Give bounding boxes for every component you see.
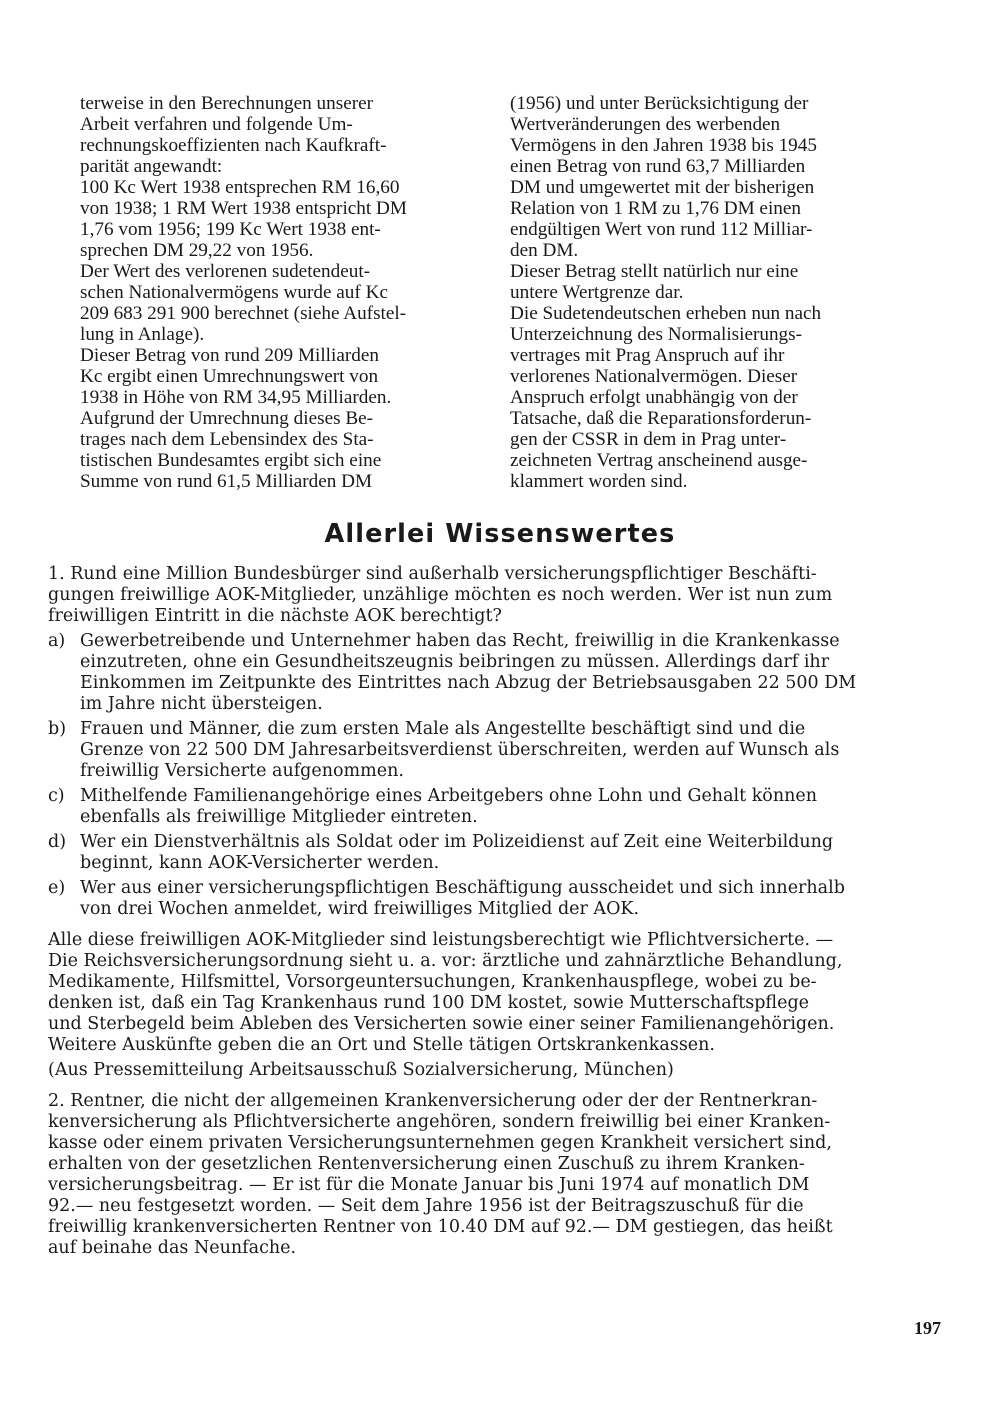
right-paragraph-1: (1956) und unter Berücksichtigung der Wertveränderungen des werbenden Vermögens in den Jahren 1938 bis 1945 einen Betrag von rund 63,7 Milliarden DM und umgewertet mit der bisherigen Relation von 1 RM zu 1,76 DM einen endgültigen Wert von rund 112 Milliar- den DM. <box>510 93 817 261</box>
list-item-b <box>48 719 948 782</box>
list-label: a) <box>48 631 66 651</box>
list-text: Gewerbetreibende und Unternehmer haben das Recht, freiwillig in die Krankenkasse einzutreten, ohne ein Gesundheitszeugnis beibringen zu müssen. Allerdings darf ihr Einkommen im Zeitpunkte des Eintrittes nach Abzug der Betriebsausgaben 22 500 DM im Jahre nicht übersteigen. <box>80 631 857 714</box>
list-label: b) <box>48 719 67 739</box>
list-text: Wer ein Dienstverhältnis als Soldat oder im Polizeidienst auf Zeit eine Weiterbildung beginnt, kann AOK-Versicherter werden. <box>80 832 834 873</box>
left-paragraph-4: Dieser Betrag von rund 209 Milliarden Kc ergibt einen Umrechnungswert von 1938 in Höhe von RM 34,95 Milliarden. Aufgrund der Umrechnung dieses Be- trages nach dem Lebensindex des Sta- tistischen Bundesamtes ergibt sich eine Summe von rund 61,5 Milliarden DM <box>80 345 392 492</box>
left-paragraph-2: 100 Kc Wert 1938 entsprechen RM 16,60 von 1938; 1 RM Wert 1938 entspricht DM 1,76 vom 1956; 199 Kc Wert 1938 ent- sprechen DM 29,22 von 1956. <box>80 177 407 261</box>
page-number: 197 <box>914 1318 941 1338</box>
list-label: e) <box>48 878 66 898</box>
right-paragraph-2: Dieser Betrag stellt natürlich nur eine untere Wertgrenze dar. <box>510 261 799 303</box>
list-text: Wer aus einer versicherungspflichtigen Beschäftigung ausscheidet und sich innerhalb von drei Wochen anmeldet, wird freiwilliges Mitglied der AOK. <box>80 878 845 919</box>
right-paragraph-3: Die Sudetendeutschen erheben nun nach Unterzeichnung des Normalisierungs- vertrages mit Prag Anspruch auf ihr verlorenes Nationalvermögen. Dieser Anspruch erfolgt unabhängig von der Tatsache, daß die Reparationsforderun- gen der CSSR in dem in Prag unter- zeichneten Vertrag anscheinend ausge- klammert worden sind. <box>510 303 822 492</box>
list-item-c <box>48 786 948 828</box>
left-paragraph-3: Der Wert des verlorenen sudetendeut- schen Nationalvermögens wurde auf Kc 209 683 291 900 berechnet (siehe Aufstel- lung in Anlage). <box>80 261 407 345</box>
list-text: Mithelfende Familienangehörige eines Arbeitgebers ohne Lohn und Gehalt können ebenfalls als freiwillige Mitglieder eintreten. <box>80 786 817 827</box>
main-text <box>48 564 948 1259</box>
list-item-d <box>48 832 948 874</box>
list-label: d) <box>48 832 67 852</box>
section1-intro: 1. Rund eine Million Bundesbürger sind außerhalb versicherungspflichtiger Beschäfti- gungen freiwillige AOK-Mitglieder, unzählige möchten es noch werden. Wer ist nun zum freiwilligen Eintritt in die nächste AOK berechtigt? <box>48 564 833 626</box>
list-text: Frauen und Männer, die zum ersten Male als Angestellte beschäftigt sind und die Grenze von 22 500 DM Jahresarbeitsverdienst überschreiten, werden auf Wunsch als freiwillig Versicherte aufgenommen. <box>80 719 840 781</box>
left-column <box>80 93 479 492</box>
list-item-a <box>48 631 948 715</box>
list-label: c) <box>48 786 65 806</box>
section1-source: (Aus Pressemitteilung Arbeitsausschuß Sozialversicherung, München) <box>48 1060 674 1080</box>
left-paragraph-1: terweise in den Berechnungen unserer Arbeit verfahren und folgende Um- rechnungskoeffizienten nach Kaufkraft- parität angewandt: <box>80 93 387 177</box>
section1-summary: Alle diese freiwilligen AOK-Mitglieder sind leistungsberechtigt wie Pflichtversicherte. — Die Reichsversicherungsordnung sieht u. a. vor: ärztliche und zahnärztliche Behandlung, Medikamente, Hilfsmittel, Vorsorgeuntersuchungen, Krankenhauspflege, wobei zu be- denken ist, daß ein Tag Krankenhaus rund 100 DM kostet, sowie Mutterschaftspflege und Sterbegeld beim Ableben des Versicherten sowie einer seiner Familienangehörigen. Weitere Auskünfte geben die an Ort und Stelle tätigen Ortskrankenkassen. <box>48 930 843 1055</box>
section2-paragraph: 2. Rentner, die nicht der allgemeinen Krankenversicherung oder der der Rentnerkran- kenversicherung als Pflichtversicherte angehören, sondern freiwillig bei einer Kranken- kasse oder einem privaten Versicherungsunternehmen gegen Krankheit versichert sind, erhalten von der gesetzlichen Rentenversicherung einen Zuschuß zu ihrem Kranken- versicherungsbeitrag. — Er ist für die Monate Januar bis Juni 1974 auf monatlich DM 92.— neu festgesetzt worden. — Seit dem Jahre 1956 ist der Beitragszuschuß für die freiwillig krankenversicherten Rentner von 10.40 DM auf 92.— DM gestiegen, das heißt auf beinahe das Neunfache. <box>48 1091 833 1258</box>
section-heading: Allerlei Wissenswertes <box>324 519 676 549</box>
list-item-e <box>48 878 948 920</box>
right-column <box>510 93 912 492</box>
